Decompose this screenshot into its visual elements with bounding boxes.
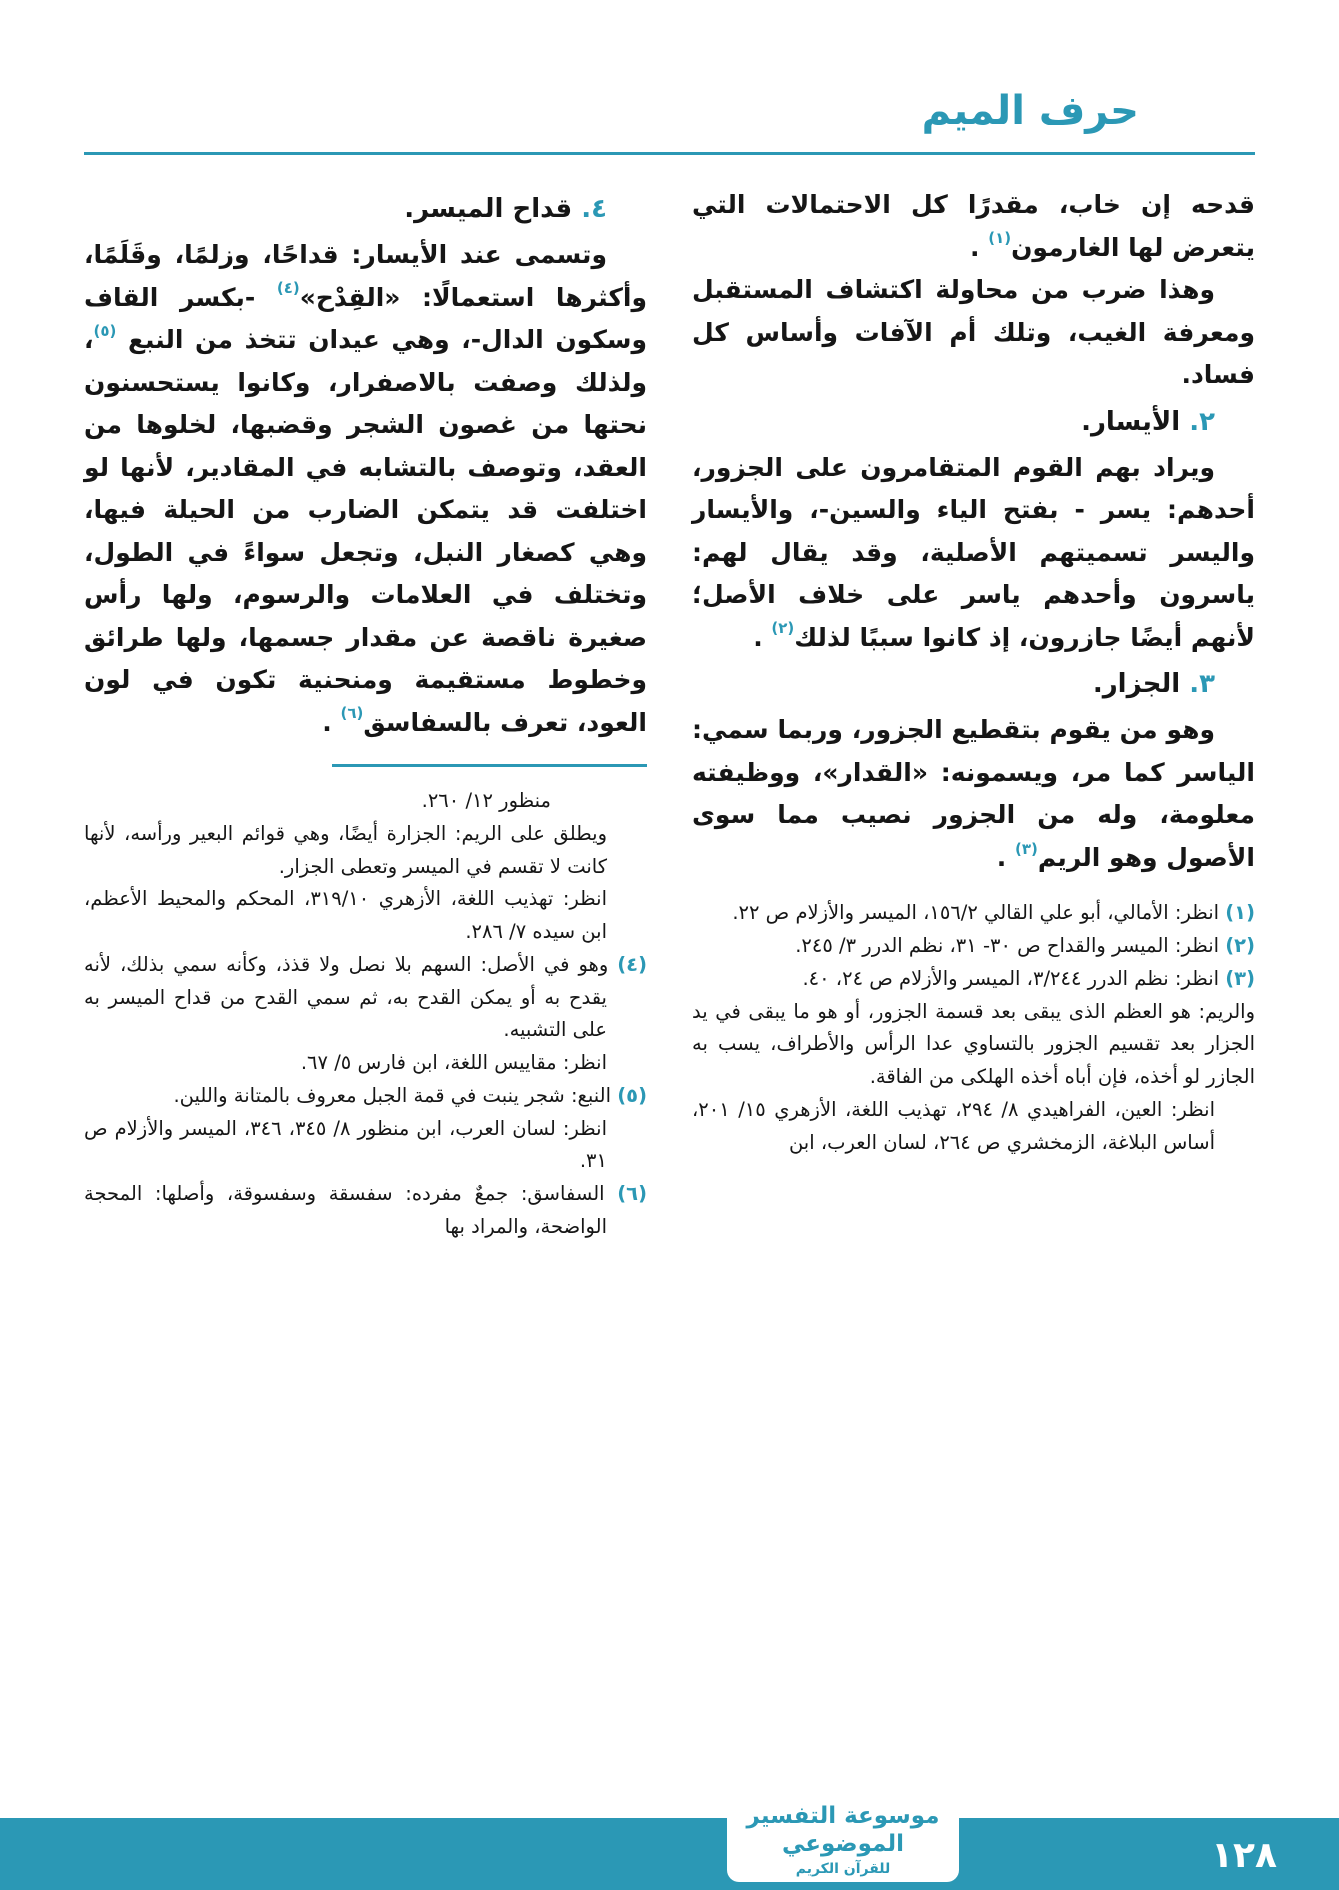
footnote-number: (٦) [617,1182,647,1206]
footnote-5 [84,1080,647,1113]
footnote-ref-2: (٢) [771,619,795,638]
footnote-number: (١) [1225,901,1255,925]
section-number: ٢. [1189,406,1215,437]
footnote-carryover-sources: انظر: تهذيب اللغة، الأزهري ٣١٩/١٠، المحكم والمحيط الأعظم، ابن سيده ٧/ ٢٨٦. [84,887,607,944]
section-heading-qidah [84,187,647,231]
footnote-number: (٤) [617,952,647,976]
footnote-1 [692,897,1255,930]
paragraph [84,234,647,744]
paragraph-tail: . [970,232,989,262]
footnote-3-continuation: والريم: هو العظم الذى يبقى بعد قسمة الجزور، أو هو ما يبقى في يد الجزار بعد تقسيم الجزور بالتساوي عدا الرأس والأطراف، يسب به الجازر لو أخذه، فإن أباه أخذه الهلكى من الفاقة. [692,999,1255,1089]
footnote-ref-4: (٤) [276,279,300,298]
paragraph-text: قدحه إن خاب، مقدرًا كل الاحتمالات التي يتعرض لها الغارمون [692,190,1255,262]
footnote-4-sources: انظر: مقاييس اللغة، ابن فارس ٥/ ٦٧. [300,1051,607,1075]
footnote-text: انظر: الميسر والقداح ص ٣٠- ٣١، نظم الدرر ٣/ ٢٤٥. [795,934,1220,958]
paragraph-text: وتسمى عند الأيسار: قداحًا، وزلمًا، وقَلَمًا، وأكثرها استعمالًا: «القِدْح» [84,240,647,312]
footnote-6 [84,1178,647,1244]
footnote-text: انظر: الأمالي، أبو علي القالي ١٥٦/٢، الميسر والأزلام ص ٢٢. [732,901,1220,925]
section-title: قداح الميسر. [404,194,573,224]
left-column [84,184,647,1244]
footnote-carryover-line: منظور ١٢/ ٢٦٠. [421,789,551,813]
paragraph-tail: . [753,622,772,652]
logo-title: موسوعة التفسير الموضوعي [746,1802,940,1858]
section-title: الأيسار. [1081,406,1181,437]
page-number: ١٢٨ [1211,1835,1277,1876]
footnote-3-sources: انظر: العين، الفراهيدي ٨/ ٢٩٤، تهذيب اللغة، الأزهري ١٥/ ٢٠١، أساس البلاغة، الزمخشري ص ٢٦٤، لسان العرب، ابن [692,1097,1216,1154]
paragraph-text: ويراد بهم القوم المتقامرون على الجزور، أحدهم: يسر - بفتح الياء والسين-، والأيسار واليسر تسميتهم الأصلية، وقد يقال لهم: ياسرون وأحدهم ياسر على خلاف الأصل؛ لأنهم أيضًا جازرون، إذ كانوا سببًا لذلك [692,452,1255,652]
section-number: ٤. [581,194,607,224]
footnote-separator [332,764,647,767]
footnote-text: السفاسق: جمعٌ مفرده: سفسقة وسفسوقة، وأصلها: المحجة الواضحة، والمراد بها [84,1182,607,1238]
paragraph [692,447,1255,660]
footnote-5-sources: انظر: لسان العرب، ابن منظور ٨/ ٣٤٥، ٣٤٦، الميسر والأزلام ص ٣١. [84,1116,607,1173]
section-heading-jazzar [692,662,1255,706]
paragraph-text: ، ولذلك وصفت بالاصفرار، وكانوا يستحسنون نحتها من غصون الشجر وقضبها، لخلوها من العقد، وتوصف بالتشابه في المقادير، لأنها لو اختلفت قد يتمكن الضارب من الحيلة فيها، وهي كصغار النبل، وتجعل سواءً في الطول، وتختلف في العلامات والرسوم، ولها رأس صغيرة ناقصة عن مقدار جسمها، ولها طرائق وخطوط مستقيمة ومنحنية تكون في لون العود، تعرف بالسفاسق [84,325,647,737]
right-footnotes [692,897,1255,1159]
footnote-ref-6: (٦) [340,704,364,723]
footnote-text: انظر: نظم الدرر ٣/٢٤٤، الميسر والأزلام ص ٢٤، ٤٠. [802,966,1220,990]
section-heading-aysar [692,400,1255,444]
footnote-number: (٥) [617,1083,647,1107]
footnote-ref-5: (٥) [93,321,117,340]
footnote-number: (٣) [1225,966,1255,990]
paragraph [692,269,1255,397]
footnote-text: وهو في الأصل: السهم بلا نصل ولا قذذ، وكأنه سمي بذلك، لأنه يقدح به أو يمكن القدح به، ثم سمي القدح من قداح الميسر به على التشبيه. [84,952,609,1042]
logo-subtitle: للقرآن الكريم [795,1861,891,1877]
footnote-4 [84,949,647,1047]
header-rule [84,152,1255,155]
chapter-header: حرف الميم [921,88,1139,134]
paragraph-text: -بكسر القاف وسكون الدال-، وهي عيدان تتخذ من النبع [84,282,647,355]
footnote-carryover-text: ويطلق على الريم: الجزارة أيضًا، وهي قوائم البعير ورأسه، لأنها كانت لا تقسم في الميسر وتعطى الجزار. [84,821,607,878]
publisher-logo [727,1794,959,1883]
footnote-number: (٢) [1225,934,1255,958]
paragraph-text: وهو من يقوم بتقطيع الجزور، وربما سمي: الياسر كما مر، ويسمونه: «القدار»، ووظيفته معلومة، وله من الجزور نصيب مما سوى الأصول وهو الريم [692,715,1255,872]
footnote-text: النبع: شجر ينبت في قمة الجبل معروف بالمتانة واللين. [173,1083,612,1107]
paragraph-text: وهذا ضرب من محاولة اكتشاف المستقبل ومعرفة الغيب، وتلك أم الآفات وأساس كل فساد. [692,275,1255,389]
paragraph-tail: . [322,707,341,737]
paragraph [692,184,1255,269]
paragraph-tail: . [996,842,1015,872]
footnote-2 [692,930,1255,963]
footnote-ref-3: (٣) [1014,839,1038,858]
section-title: الجزار. [1092,669,1181,700]
footnote-ref-1: (١) [988,229,1012,248]
paragraph [692,709,1255,879]
section-number: ٣. [1189,669,1215,700]
footer-bar [0,1818,1339,1890]
right-column [692,184,1255,1159]
left-footnotes [84,785,647,1244]
footnote-3 [692,963,1255,996]
